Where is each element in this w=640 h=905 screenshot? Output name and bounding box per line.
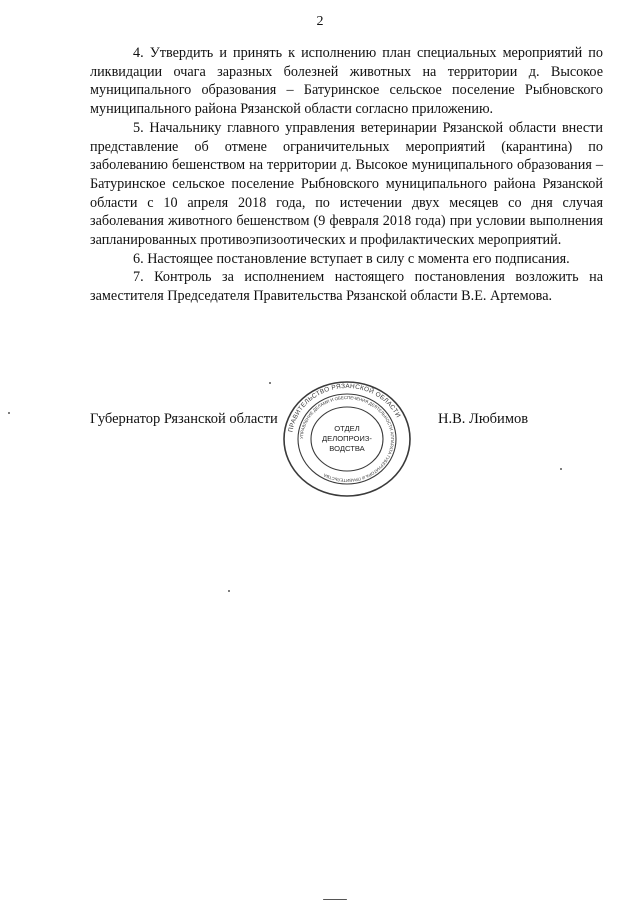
seal-graphic (281, 380, 413, 498)
seal-center-line-3: ВОДСТВА (329, 444, 365, 453)
scan-speck (560, 468, 562, 470)
signatory-name: Н.В. Любимов (438, 411, 529, 427)
seal-outer-text: ПРАВИТЕЛЬСТВО РЯЗАНСКОЙ ОБЛАСТИ (287, 382, 402, 433)
paragraph-item-6: 6. Настоящее постановление вступает в силу с момента его подписания. (133, 250, 570, 267)
seal-inner-text: УПРАВЛЕНИЕ ДЕЛАМИ И ОБЕСПЕЧЕНИЯ ДЕЯТЕЛЬНОСТИ АППАРАТА ГУБЕРНАТОРА И ПРАВИТЕЛЬСТВА (298, 394, 396, 484)
scan-speck (228, 590, 230, 592)
paragraph-item-5: 5. Начальнику главного управления ветеринарии Рязанской области внести представление об отмене ограничительных мероприятий (карантина) по заболеванию бешенством на территории д. Высокое муниципального образования – Батуринское сельское поселение Рыбновского муниципального района Рязанской области с 10 апреля 2018 года, по истечении двух месяцев со дня случая заболевания животного бешенством (9 февраля 2018 года) при условии выполнения запланированных противоэпизоотических и профилактических мероприятий. (90, 119, 603, 249)
scan-speck (269, 382, 271, 384)
signatory-title: Губернатор Рязанской области (90, 411, 278, 427)
official-seal-stamp (281, 380, 413, 498)
scan-speck (323, 899, 347, 900)
seal-center-line-1: ОТДЕЛ (334, 424, 360, 433)
seal-center-line-2: ДЕЛОПРОИЗ- (322, 434, 372, 443)
paragraph-item-7: 7. Контроль за исполнением настоящего постановления возложить на заместителя Председателя Правительства Рязанской области В.Е. Артемова. (90, 269, 603, 305)
scan-speck (8, 412, 10, 414)
paragraph-item-4: 4. Утвердить и принять к исполнению план специальных мероприятий по ликвидации очага заразных болезней животных на территории д. Высокое муниципального образования – Батуринское сельское поселение Рыбновского муниципального района Рязанской области согласно приложению. (90, 45, 603, 118)
document-body (90, 44, 603, 306)
page-number: 2 (316, 14, 324, 29)
